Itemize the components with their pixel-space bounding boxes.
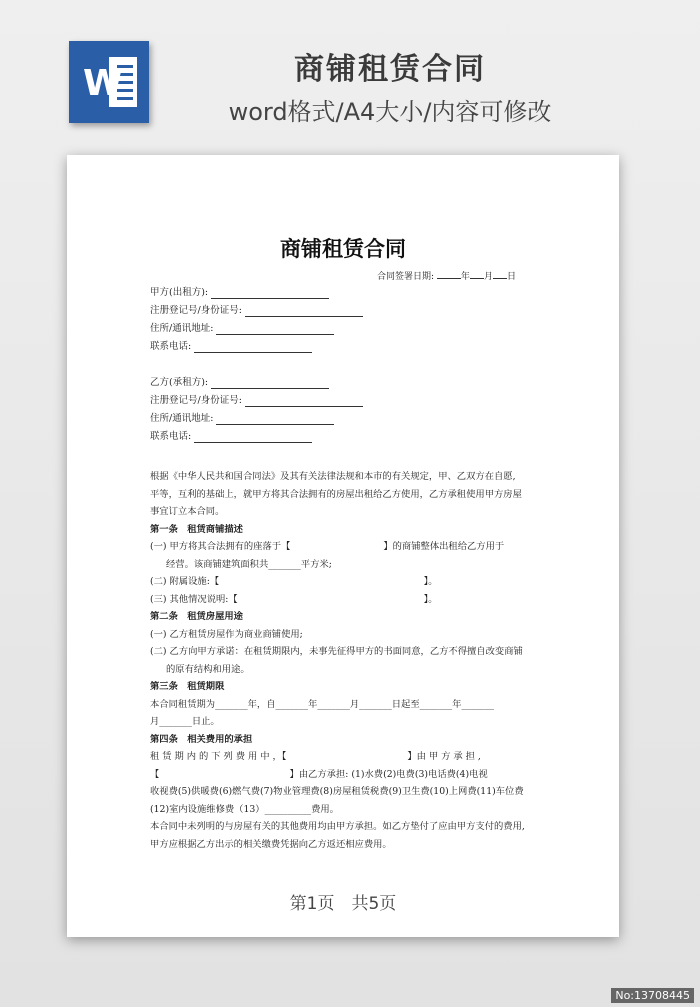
party-a-name-row [150, 284, 363, 302]
contract-line: 根据《中华人民共和国合同法》及其有关法律法规和本市的有关规定，甲、乙双方在自愿, [150, 471, 516, 482]
document-page [67, 155, 619, 937]
contract-line: 月_______日止。 [150, 716, 220, 727]
contract-line: (二) 附属设施:【 】。 [150, 576, 438, 587]
contract-line: 的原有结构和用途。 [166, 663, 250, 675]
signing-date-day: 日 [506, 272, 516, 282]
party-a-reg-row [150, 302, 363, 320]
signing-date-year: 年 [460, 272, 470, 282]
contract-line: (一) 乙方租赁房屋作为商业商铺使用; [150, 628, 303, 640]
contract-line: 甲方应根据乙方出示的相关缴费凭据向乙方返还相应费用。 [150, 838, 392, 850]
watermark-id: No:13708445 [611, 988, 694, 1003]
article-2-heading: 第二条 租赁房屋用途 [150, 611, 243, 622]
party-b-name-label: 乙方(承租方): [150, 377, 209, 388]
contract-line: 事宜订立本合同。 [150, 506, 225, 517]
party-a-phone-row [150, 338, 363, 356]
party-b-address-row [150, 410, 363, 428]
party-a-address-row [150, 320, 363, 338]
contract-line: 本合同租赁期为_______年，自_______年_______月_______日起至_______年_______ [150, 698, 494, 710]
page-title: 商铺租赁合同 [294, 52, 486, 87]
party-b-phone-row [150, 428, 363, 446]
contract-line: 本合同中未列明的与房屋有关的其他费用均由甲方承担。如乙方垫付了应由甲方支付的费用, [150, 821, 525, 832]
party-b-reg-row [150, 392, 363, 410]
party-b-phone-label: 联系电话: [150, 431, 192, 442]
party-b-address-label: 住所/通讯地址: [150, 413, 214, 424]
contract-line: (三) 其他情况说明:【 】。 [150, 593, 438, 605]
article-4-heading: 第四条 相关费用的承担 [150, 733, 253, 745]
contract-line: (一) 甲方将其合法拥有的座落于【 】的商铺整体出租给乙方用于 [150, 541, 505, 552]
contract-body [150, 468, 540, 853]
page-subtitle: word格式/A4大小/内容可修改 [228, 98, 552, 126]
page-footer: 第1页 共5页 [289, 894, 397, 914]
signing-date [377, 269, 516, 282]
party-b-section [150, 374, 363, 446]
signing-date-label: 合同签署日期: [377, 272, 435, 282]
contract-line: (12)室内设施维修费（13）__________费用。 [150, 803, 339, 815]
party-b-name-row [150, 374, 363, 392]
word-document-icon [69, 41, 149, 123]
article-3-heading: 第三条 租赁期限 [150, 681, 225, 692]
contract-line: 收视费(5)供暖费(6)燃气费(7)物业管理费(8)房屋租赁税费(9)卫生费(10)上网费(11)车位费 [150, 786, 524, 797]
signing-date-month: 月 [483, 272, 493, 282]
party-a-name-label: 甲方(出租方): [150, 287, 209, 298]
party-a-section [150, 284, 363, 356]
party-b-reg-label: 注册登记号/身份证号: [150, 395, 242, 406]
article-1-heading: 第一条 租赁商铺描述 [150, 523, 243, 535]
document-title: 商铺租赁合同 [280, 236, 406, 261]
party-a-phone-label: 联系电话: [150, 341, 192, 352]
contract-line: 平等，互利的基础上，就甲方将其合法拥有的房屋出租给乙方使用，乙方承租使用甲方房屋 [150, 488, 522, 500]
party-a-reg-label: 注册登记号/身份证号: [150, 305, 242, 316]
contract-line: (二) 乙方向甲方承诺：在租赁期限内，未事先征得甲方的书面同意，乙方不得擅自改变商铺 [150, 646, 523, 657]
party-a-address-label: 住所/通讯地址: [150, 323, 214, 334]
contract-line: 【 】由乙方承担: (1)水费(2)电费(3)电话费(4)电视 [150, 768, 488, 780]
contract-line: 租 赁 期 内 的 下 列 费 用 中 ，【 】由 甲 方 承 担 , [150, 751, 481, 762]
word-icon-letter: W [83, 63, 123, 104]
contract-line: 经营。该商铺建筑面积共_______平方米; [166, 558, 332, 570]
